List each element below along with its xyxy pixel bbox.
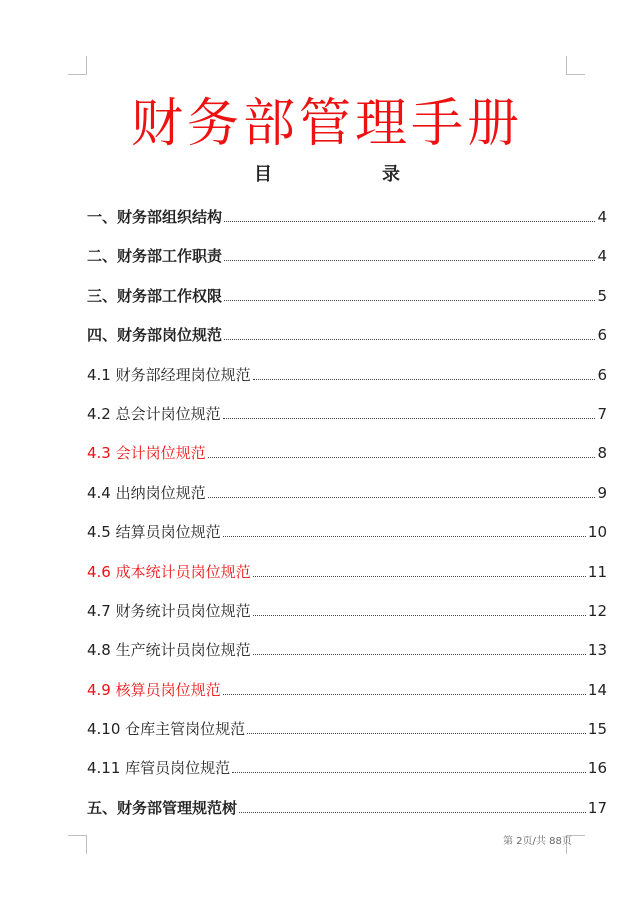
toc-entry-page-number[interactable]: 5 bbox=[597, 286, 607, 305]
table-of-contents bbox=[87, 203, 607, 833]
crop-mark-bottom-left bbox=[68, 835, 87, 854]
toc-entry[interactable] bbox=[87, 321, 607, 360]
toc-dot-leader bbox=[247, 733, 586, 734]
toc-entry[interactable] bbox=[87, 558, 607, 597]
toc-entry-label[interactable]: 4.9 核算员岗位规范 bbox=[87, 680, 221, 699]
toc-entry-page-number[interactable]: 16 bbox=[587, 759, 607, 778]
toc-entry-page-number[interactable]: 15 bbox=[587, 720, 607, 739]
toc-entry-page-number[interactable]: 8 bbox=[597, 444, 607, 463]
toc-entry-page-number[interactable]: 4 bbox=[597, 208, 607, 226]
toc-dot-leader bbox=[239, 812, 586, 813]
toc-entry-page-number[interactable]: 10 bbox=[587, 523, 607, 542]
toc-entry[interactable] bbox=[87, 282, 607, 321]
toc-entry[interactable] bbox=[87, 794, 607, 833]
toc-entry-label[interactable]: 4.5 结算员岗位规范 bbox=[87, 523, 221, 542]
toc-entry-page-number[interactable]: 12 bbox=[587, 601, 607, 620]
toc-entry[interactable] bbox=[87, 636, 607, 675]
toc-entry-page-number[interactable]: 17 bbox=[587, 798, 607, 817]
toc-heading-right: 录 bbox=[382, 164, 400, 185]
toc-entry-page-number[interactable]: 6 bbox=[597, 326, 607, 345]
toc-entry[interactable] bbox=[87, 439, 607, 478]
toc-entry[interactable] bbox=[87, 479, 607, 518]
toc-dot-leader bbox=[253, 379, 596, 380]
toc-entry-label[interactable]: 4.7 财务统计员岗位规范 bbox=[87, 601, 251, 620]
toc-dot-leader bbox=[224, 339, 595, 340]
toc-dot-leader bbox=[232, 772, 586, 773]
toc-dot-leader bbox=[223, 418, 596, 419]
crop-mark-top-left bbox=[68, 56, 87, 75]
toc-entry-label[interactable]: 四、财务部岗位规范 bbox=[87, 326, 223, 345]
toc-heading-left: 目 bbox=[254, 164, 272, 185]
toc-entry-label[interactable]: 4.11 库管员岗位规范 bbox=[87, 759, 231, 778]
toc-dot-leader bbox=[208, 497, 596, 498]
toc-dot-leader bbox=[224, 221, 595, 222]
toc-dot-leader bbox=[224, 260, 595, 261]
toc-entry-label[interactable]: 二、财务部工作职责 bbox=[87, 247, 223, 266]
toc-dot-leader bbox=[253, 654, 586, 655]
toc-entry[interactable] bbox=[87, 676, 607, 715]
toc-entry[interactable] bbox=[87, 518, 607, 557]
toc-entry[interactable] bbox=[87, 361, 607, 400]
toc-entry-label[interactable]: 五、财务部管理规范树 bbox=[87, 798, 238, 817]
toc-entry-label[interactable]: 4.2 总会计岗位规范 bbox=[87, 404, 221, 423]
toc-heading bbox=[0, 163, 640, 187]
toc-entry-label[interactable]: 4.8 生产统计员岗位规范 bbox=[87, 641, 251, 660]
toc-entry[interactable] bbox=[87, 400, 607, 439]
toc-dot-leader bbox=[223, 694, 586, 695]
toc-entry[interactable] bbox=[87, 203, 607, 242]
toc-entry[interactable] bbox=[87, 597, 607, 636]
toc-dot-leader bbox=[208, 457, 596, 458]
toc-entry[interactable] bbox=[87, 242, 607, 281]
toc-entry-label[interactable]: 4.1 财务部经理岗位规范 bbox=[87, 365, 251, 384]
toc-entry-page-number[interactable]: 6 bbox=[597, 365, 607, 384]
toc-entry-label[interactable]: 三、财务部工作权限 bbox=[87, 286, 223, 305]
toc-dot-leader bbox=[223, 536, 586, 537]
page-footer: 第 2页/共 88页 bbox=[503, 836, 572, 847]
toc-entry-label[interactable]: 4.6 成本统计员岗位规范 bbox=[87, 562, 251, 581]
toc-entry-page-number[interactable]: 13 bbox=[587, 641, 607, 660]
toc-entry-page-number[interactable]: 11 bbox=[587, 562, 607, 581]
toc-entry-page-number[interactable]: 9 bbox=[597, 483, 607, 502]
crop-mark-top-right bbox=[566, 56, 585, 75]
toc-dot-leader bbox=[253, 615, 586, 616]
toc-dot-leader bbox=[253, 576, 586, 577]
toc-entry-page-number[interactable]: 14 bbox=[587, 680, 607, 699]
toc-entry-label[interactable]: 一、财务部组织结构 bbox=[87, 208, 223, 226]
toc-entry-label[interactable]: 4.10 仓库主管岗位规范 bbox=[87, 720, 246, 739]
toc-entry[interactable] bbox=[87, 715, 607, 754]
toc-entry-label[interactable]: 4.4 出纳岗位规范 bbox=[87, 483, 206, 502]
toc-dot-leader bbox=[224, 300, 595, 301]
toc-entry-page-number[interactable]: 4 bbox=[597, 247, 607, 266]
document-title: 财务部管理手册 bbox=[130, 94, 523, 154]
toc-entry-label[interactable]: 4.3 会计岗位规范 bbox=[87, 444, 206, 463]
toc-entry-page-number[interactable]: 7 bbox=[597, 404, 607, 423]
toc-entry[interactable] bbox=[87, 754, 607, 793]
